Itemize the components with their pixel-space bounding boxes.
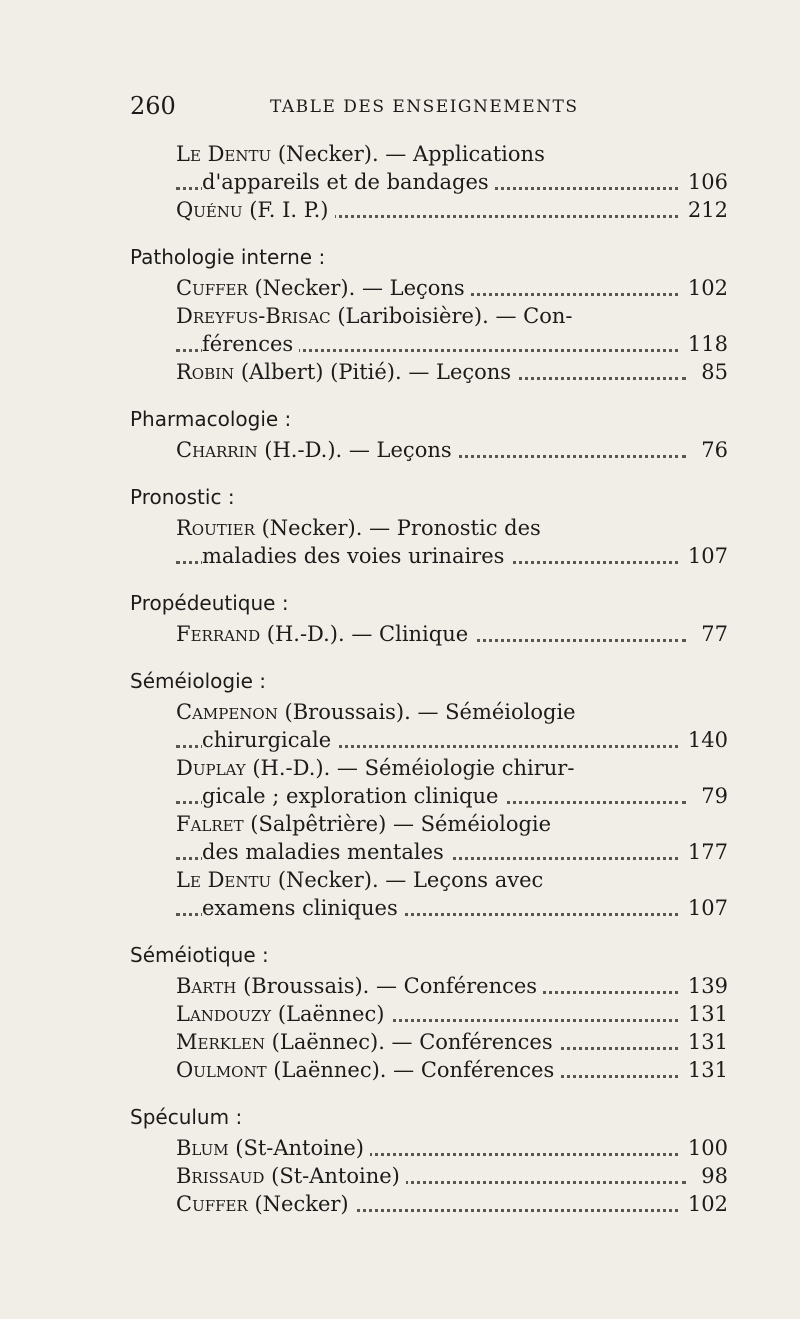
index-entry	[130, 1000, 728, 1028]
entry-description: (Laënnec). — Conférences	[265, 1030, 553, 1054]
entry-text	[176, 812, 557, 836]
entry-text	[176, 1030, 559, 1054]
page-reference: 107	[682, 542, 728, 570]
entry-text	[176, 700, 582, 724]
index-content	[130, 140, 728, 1218]
entry-text	[176, 142, 551, 166]
author-name: Barth	[176, 974, 237, 998]
page-reference: 76	[695, 436, 728, 464]
section-title: Spéculum :	[130, 1105, 243, 1129]
index-entry	[130, 754, 728, 810]
entry-line	[176, 1000, 728, 1028]
entry-description: examens cliniques	[202, 896, 398, 920]
author-name: Campenon	[176, 700, 278, 724]
entry-text	[202, 728, 337, 752]
entry-line	[176, 1162, 728, 1190]
index-entry	[130, 196, 728, 224]
page-header	[130, 92, 730, 122]
author-name: Ferrand	[176, 622, 261, 646]
entry-description: (H.-D.). — Clinique	[260, 622, 469, 646]
author-name: Cuffer	[176, 1192, 248, 1216]
entry-text	[202, 170, 495, 194]
section-title: Séméiologie :	[130, 669, 267, 693]
index-section	[130, 402, 728, 464]
author-name: Duplay	[176, 756, 246, 780]
entry-description: (St-Antoine)	[228, 1136, 365, 1160]
author-name: Blum	[176, 1136, 229, 1160]
entry-line	[176, 330, 728, 358]
page-number: 260	[130, 92, 176, 120]
entry-line	[176, 698, 728, 726]
index-entry	[130, 972, 728, 1000]
entry-description: (H.-D.). — Leçons	[257, 438, 452, 462]
entry-line	[176, 810, 728, 838]
entry-line	[176, 358, 728, 386]
entry-line	[176, 274, 728, 302]
entry-line	[176, 754, 728, 782]
author-name: Le Dentu	[176, 868, 272, 892]
entry-text	[176, 1058, 560, 1082]
section-title: Propédeutique :	[130, 591, 289, 615]
entry-description: (F. I. P.)	[242, 198, 329, 222]
index-section	[130, 140, 728, 224]
entry-description: (Broussais). — Séméiologie	[277, 700, 576, 724]
author-name: Quénu	[176, 198, 243, 222]
index-entry	[130, 302, 728, 358]
entry-description: férences	[202, 332, 294, 356]
author-name: Routier	[176, 516, 255, 540]
index-section	[130, 938, 728, 1084]
index-entry	[130, 436, 728, 464]
author-name: Merklen	[176, 1030, 265, 1054]
page-reference: 102	[682, 274, 728, 302]
entry-text	[176, 198, 335, 222]
index-section	[130, 664, 728, 922]
page-reference: 131	[682, 1000, 728, 1028]
section-title: Pronostic :	[130, 485, 235, 509]
author-name: Landouzy	[176, 1002, 272, 1026]
index-entry	[130, 514, 728, 570]
entry-text	[176, 622, 474, 646]
entry-text	[176, 304, 578, 328]
page-reference: 98	[695, 1162, 728, 1190]
author-name: Dreyfus-Brisac	[176, 304, 331, 328]
entry-line	[176, 838, 728, 866]
entry-description: (Laënnec)	[271, 1002, 385, 1026]
index-entry	[130, 1134, 728, 1162]
entry-description: (Necker)	[247, 1192, 349, 1216]
index-entry	[130, 1162, 728, 1190]
section-title: Pharmacologie :	[130, 407, 292, 431]
page-reference: 140	[682, 726, 728, 754]
page-reference: 107	[682, 894, 728, 922]
entry-description: (Salpêtrière) — Séméiologie	[243, 812, 552, 836]
entry-description: (Laënnec). — Conférences	[266, 1058, 555, 1082]
entry-text	[176, 1164, 406, 1188]
page-reference: 118	[682, 330, 728, 358]
entry-text	[202, 840, 450, 864]
entry-description: (Necker). — Pronostic des	[254, 516, 541, 540]
entry-description: (Necker). — Leçons	[247, 276, 465, 300]
index-entry	[130, 1056, 728, 1084]
entry-text	[176, 1192, 355, 1216]
entry-text	[176, 516, 547, 540]
entry-line	[176, 726, 728, 754]
entry-line	[176, 1190, 728, 1218]
entry-text	[176, 1136, 370, 1160]
entry-text	[176, 1002, 390, 1026]
page-reference: 131	[682, 1056, 728, 1084]
entry-line	[176, 1028, 728, 1056]
entry-text	[176, 276, 471, 300]
entry-text	[202, 544, 510, 568]
section-title: Pathologie interne :	[130, 245, 326, 269]
page-reference: 131	[682, 1028, 728, 1056]
page-reference: 177	[682, 838, 728, 866]
entry-line	[176, 1056, 728, 1084]
index-entry	[130, 866, 728, 922]
entry-line	[176, 302, 728, 330]
entry-text	[176, 438, 458, 462]
index-entry	[130, 620, 728, 648]
page-reference: 139	[682, 972, 728, 1000]
entry-description: maladies des voies urinaires	[202, 544, 505, 568]
entry-line	[176, 436, 728, 464]
section-title: Séméiotique :	[130, 943, 269, 967]
page-reference: 85	[695, 358, 728, 386]
index-entry	[130, 810, 728, 866]
entry-line	[176, 866, 728, 894]
author-name: Falret	[176, 812, 244, 836]
entry-text	[176, 756, 580, 780]
author-name: Brissaud	[176, 1164, 265, 1188]
entry-description: (H.-D.). — Séméiologie chirur-	[245, 756, 575, 780]
author-name: Cuffer	[176, 276, 248, 300]
entry-description: chirurgicale	[202, 728, 332, 752]
index-entry	[130, 1028, 728, 1056]
entry-line	[176, 168, 728, 196]
entry-description: des maladies mentales	[202, 840, 444, 864]
entry-description: (Necker). — Applications	[271, 142, 545, 166]
running-title: TABLE DES ENSEIGNEMENTS	[270, 97, 579, 117]
index-entry	[130, 140, 728, 196]
entry-line	[176, 514, 728, 542]
entry-description: (Lariboisière). — Con-	[330, 304, 573, 328]
page-reference: 212	[682, 196, 728, 224]
entry-description: (Albert) (Pitié). — Leçons	[234, 360, 512, 384]
page-reference: 102	[682, 1190, 728, 1218]
entry-description: gicale ; exploration clinique	[202, 784, 499, 808]
index-section	[130, 240, 728, 386]
entry-line	[176, 1134, 728, 1162]
author-name: Oulmont	[176, 1058, 267, 1082]
index-section	[130, 586, 728, 648]
index-entry	[130, 274, 728, 302]
author-name: Le Dentu	[176, 142, 272, 166]
entry-description: d'appareils et de bandages	[202, 170, 489, 194]
entry-line	[176, 542, 728, 570]
page-reference: 106	[682, 168, 728, 196]
index-section	[130, 1100, 728, 1218]
index-section	[130, 480, 728, 570]
author-name: Robin	[176, 360, 235, 384]
entry-text	[202, 784, 504, 808]
index-entry	[130, 358, 728, 386]
entry-text	[176, 974, 543, 998]
entry-line	[176, 894, 728, 922]
entry-description: (St-Antoine)	[264, 1164, 400, 1188]
entry-line	[176, 196, 728, 224]
page-reference: 79	[695, 782, 728, 810]
entry-text	[202, 332, 299, 356]
entry-line	[176, 140, 728, 168]
index-entry	[130, 698, 728, 754]
entry-line	[176, 782, 728, 810]
entry-text	[176, 360, 517, 384]
entry-description: (Broussais). — Conférences	[236, 974, 538, 998]
entry-line	[176, 972, 728, 1000]
entry-text	[202, 896, 404, 920]
page-reference: 77	[695, 620, 728, 648]
entry-line	[176, 620, 728, 648]
entry-text	[176, 868, 549, 892]
entry-description: (Necker). — Leçons avec	[271, 868, 544, 892]
author-name: Charrin	[176, 438, 258, 462]
index-entry	[130, 1190, 728, 1218]
page-reference: 100	[682, 1134, 728, 1162]
